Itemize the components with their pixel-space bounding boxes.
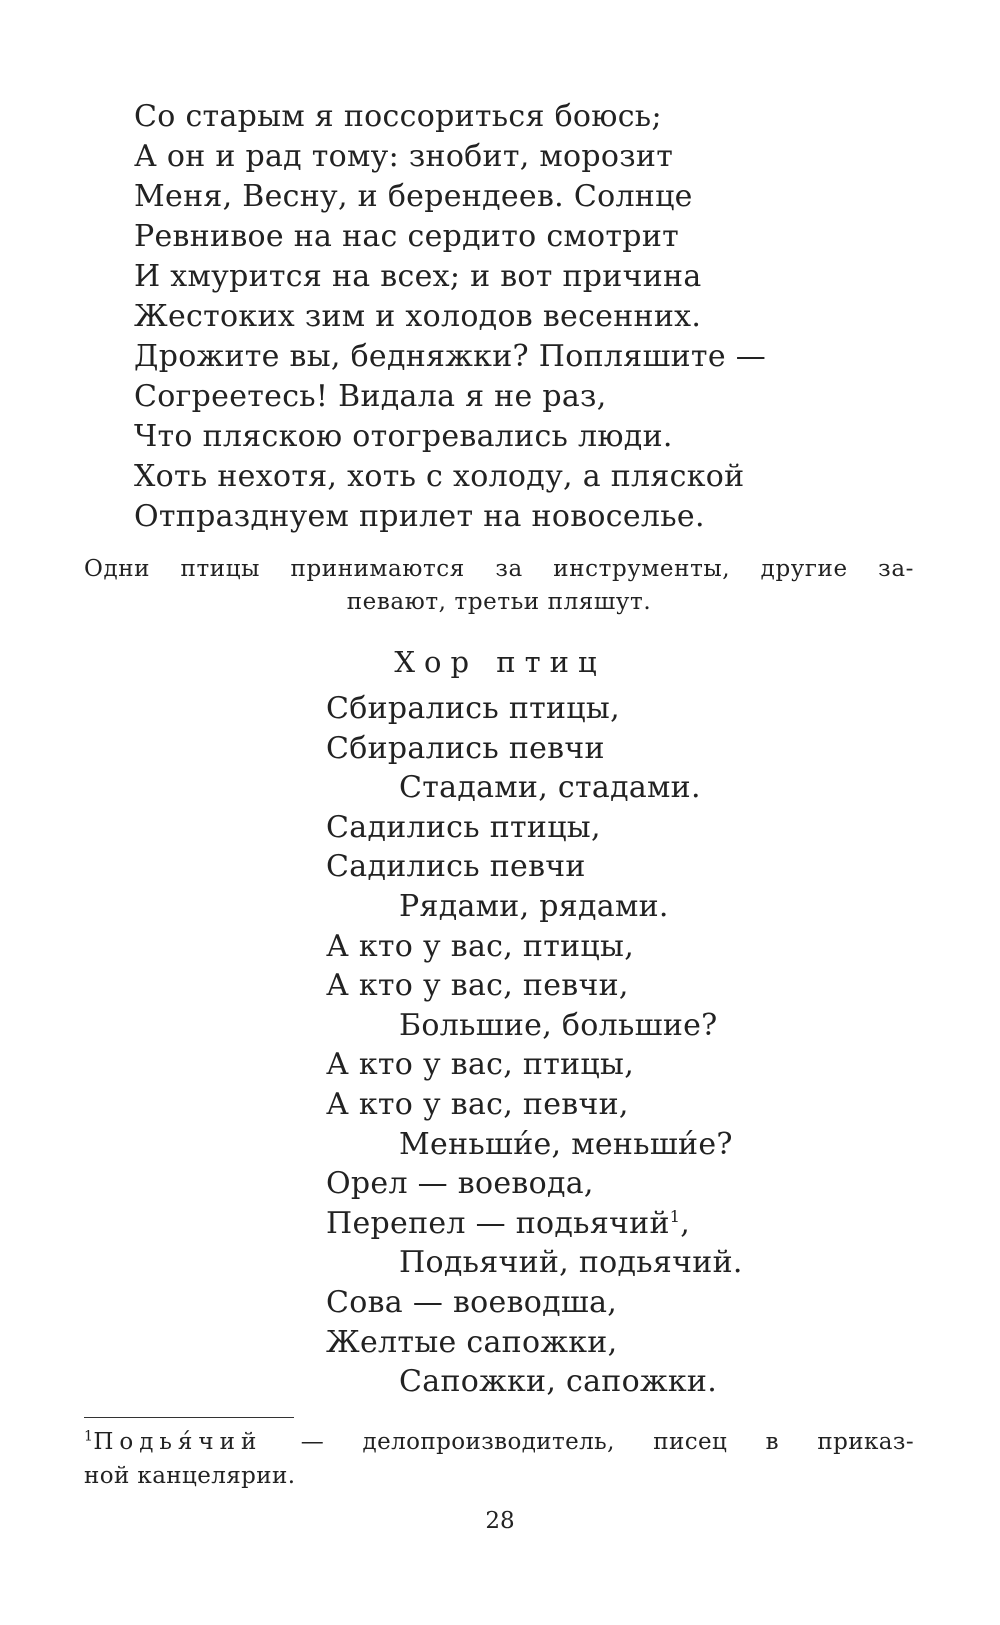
footnote-divider — [84, 1417, 294, 1418]
chorus-line: А кто у вас, певчи, — [326, 1086, 629, 1122]
chorus-line: Большие, большие? — [399, 1007, 718, 1043]
chorus-line: Стадами, стадами. — [399, 770, 701, 806]
chorus-line: Сапожки, сапожки. — [399, 1364, 718, 1400]
verse-line: Со старым я поссориться боюсь; — [134, 99, 662, 134]
chorus-line: А кто у вас, птицы, — [326, 928, 635, 964]
chorus-line: Сова — воеводша, — [326, 1284, 618, 1320]
chorus-line: А кто у вас, птицы, — [326, 1047, 635, 1083]
chorus-line: Меньши́е, меньши́е? — [399, 1126, 733, 1162]
verse-line: Ревнивое на нас сердито смотрит — [134, 219, 680, 254]
verse-line: Хоть нехотя, хоть с холоду, а пляской — [134, 459, 745, 494]
stage-direction — [84, 553, 914, 619]
chorus-line-text: Перепел — подьячий — [326, 1205, 670, 1241]
verse-line: Согреетесь! Видала я не раз, — [134, 379, 607, 414]
chorus-line: Садились певчи — [326, 849, 586, 885]
verse-line: Дрожите вы, бедняжки? Попляшите — — [134, 339, 767, 374]
footnote-reference[interactable]: 1 — [669, 1206, 681, 1226]
page-number: 28 — [485, 1508, 515, 1534]
footnote-line — [84, 1425, 914, 1459]
footnote-definition: — делопроизводитель, писец в приказ- — [262, 1429, 914, 1455]
chorus-line: Сбирались птицы, — [326, 691, 620, 726]
verse-line: И хмурится на всех; и вот причина — [134, 259, 702, 294]
chorus-title: Хор птиц — [394, 645, 606, 679]
footnote-term: Подья́чий — [93, 1429, 263, 1455]
footnote — [84, 1425, 914, 1493]
chorus-line: А кто у вас, певчи, — [326, 968, 629, 1004]
chorus-line-with-footnote — [326, 1204, 966, 1244]
chorus-line: Орел — воевода, — [326, 1166, 594, 1202]
verse-line: Отпразднуем прилет на новоселье. — [134, 499, 705, 534]
chorus-line: Садились птицы, — [326, 809, 601, 845]
verse-stanza — [134, 97, 934, 537]
chorus-line-punct: , — [680, 1205, 691, 1241]
chorus-line: Рядами, рядами. — [399, 888, 669, 924]
stage-direction-line: певают, третьи пляшут. — [346, 589, 652, 615]
verse-line: Жестоких зим и холодов весенних. — [134, 299, 702, 334]
chorus-verse — [326, 689, 966, 1402]
chorus-line: Желтые сапожки, — [326, 1324, 618, 1360]
verse-line: Меня, Весну, и берендеев. Солнце — [134, 179, 693, 214]
chorus-line: Сбирались певчи — [326, 730, 605, 766]
verse-line: А он и рад тому: знобит, морозит — [134, 139, 674, 174]
footnote-mark: 1 — [84, 1428, 94, 1445]
stage-direction-line: Одни птицы принимаются за инструменты, другие за- — [84, 556, 914, 582]
verse-line: Что пляскою отогревались люди. — [134, 419, 673, 454]
footnote-line: ной канцелярии. — [84, 1463, 296, 1489]
chorus-line: Подьячий, подьячий. — [399, 1245, 743, 1281]
